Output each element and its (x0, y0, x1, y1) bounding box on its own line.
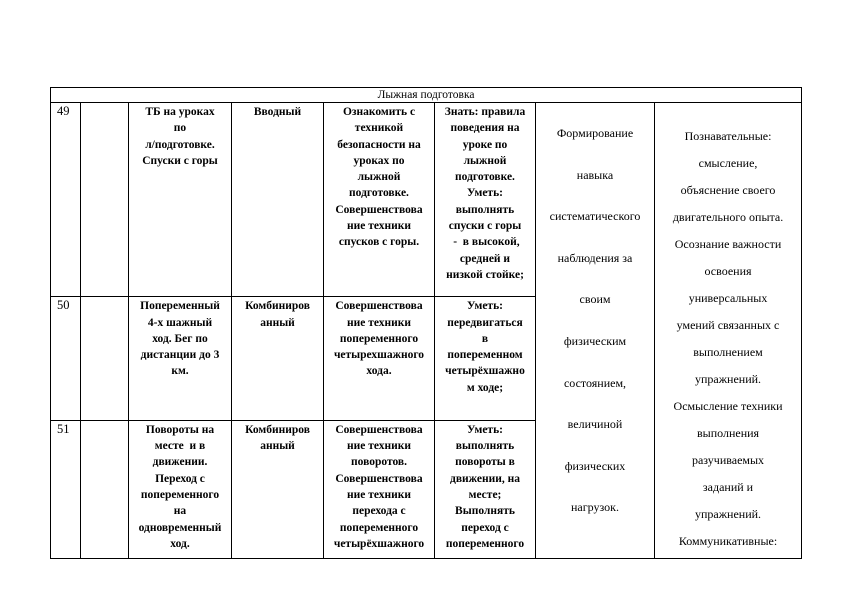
cell-line: уроках по (353, 154, 405, 167)
cell-line: нагрузок. (570, 500, 619, 515)
cell-line: хода. (366, 365, 392, 378)
cell-line: объяснение своего (680, 183, 776, 197)
cell-line: Попеременный (140, 300, 220, 313)
cell-line: уроке по (462, 138, 508, 151)
cell-line: 4-х шажный (147, 316, 213, 329)
cell-line: Совершенствова (335, 300, 423, 313)
uud-cell (655, 103, 802, 559)
cell-line: анный (260, 440, 295, 453)
cell-line: лыжной (463, 154, 507, 167)
cell-line: Осмысление техники (673, 399, 783, 413)
cell-line: км. (171, 365, 189, 378)
cell-line: Коммуникативные: (678, 534, 778, 548)
lesson-topic (129, 420, 232, 558)
cell-line: ход. (170, 537, 190, 550)
lesson-number: 50 (51, 297, 81, 421)
cell-line: ние техники (346, 316, 411, 329)
cell-line: дистанции до 3 (140, 349, 220, 362)
cell-line: лыжной (357, 171, 401, 184)
cell-line: перехода с (352, 505, 406, 518)
lesson-topic (129, 103, 232, 297)
table-row (51, 103, 802, 297)
cell-line: подготовке. (349, 187, 409, 200)
cell-line: Уметь: (467, 423, 503, 436)
cell-line: спусков с горы. (338, 236, 420, 249)
cell-line: одновременный (138, 521, 222, 534)
cell-line: Выполнять (455, 505, 515, 518)
cell-line: своим (579, 292, 611, 307)
lesson-results (435, 297, 536, 421)
cell-line: выполнением (693, 345, 763, 359)
cell-line: Формирование (556, 126, 634, 140)
lesson-type (232, 420, 324, 558)
cell-line: Комбиниров (245, 300, 310, 313)
cell-line: умений связанных с (676, 318, 780, 332)
section-header-row (51, 88, 802, 103)
cell-line: упражнений. (694, 507, 762, 521)
cell-line: универсальных (688, 291, 768, 305)
cell-line: л/подготовке. (145, 138, 215, 151)
lesson-results (435, 103, 536, 297)
cell-line: переход с (461, 521, 509, 534)
cell-line: четырёхшажного (333, 537, 425, 550)
cell-line: состоянием, (563, 375, 627, 390)
cell-line: средней и (459, 252, 511, 265)
cell-line: Познавательные: (684, 129, 772, 143)
cell-line: ние техники (346, 440, 411, 453)
cell-line: Переход с (155, 472, 205, 485)
cell-line: месте и в (154, 440, 206, 453)
empty-cell (81, 103, 129, 297)
cell-line: техникой (354, 122, 404, 135)
lesson-results (435, 420, 536, 558)
cell-line: ход. Бег по (152, 332, 208, 345)
cell-line: движении. (152, 456, 208, 469)
cell-line: - в высокой, (450, 236, 520, 249)
cell-line: Знать: правила (444, 106, 526, 118)
cell-line: заданий и (702, 480, 754, 494)
cell-line: безопасности на (337, 138, 421, 151)
cell-line: Ознакомить с (342, 106, 416, 118)
cell-line: освоения (704, 264, 752, 278)
cell-line: Повороты на (145, 423, 215, 436)
lesson-topic (129, 297, 232, 421)
cell-line: ние техники (346, 489, 411, 502)
cell-line: выполнять (455, 440, 515, 453)
cell-line: упражнений. (694, 372, 762, 386)
lesson-number: 49 (51, 103, 81, 297)
cell-line: Уметь: (467, 187, 503, 200)
cell-line: попеременном (447, 349, 523, 362)
cell-line: движении, на (450, 472, 520, 485)
cell-line: Спуски с горы (142, 154, 218, 167)
cell-line: Совершенствова (335, 423, 423, 436)
lesson-tasks (324, 420, 435, 558)
lesson-tasks (324, 103, 435, 297)
cell-line: Уметь: (467, 300, 503, 313)
lesson-tasks (324, 297, 435, 421)
cell-line: попеременного (445, 537, 525, 550)
cell-line: подготовке. (455, 171, 515, 184)
cell-line: Комбиниров (245, 423, 310, 436)
empty-cell (81, 420, 129, 558)
cell-line: ние техники (346, 220, 411, 233)
cell-line: выполнения (696, 426, 760, 440)
cell-line: наблюдения за (557, 250, 633, 265)
personal-results-cell (536, 103, 655, 559)
cell-line: четырёхшажно (445, 365, 525, 378)
cell-line: низкой стойке; (446, 268, 524, 281)
cell-line: попеременного (140, 489, 220, 502)
cell-line: м ходе; (466, 381, 504, 394)
cell-line: попеременного (339, 521, 419, 534)
lesson-number: 51 (51, 420, 81, 558)
cell-line: выполнять (455, 203, 515, 216)
cell-line: поворотов. (350, 456, 407, 469)
empty-cell (81, 297, 129, 421)
cell-line: по (173, 122, 187, 135)
cell-line: величиной (567, 417, 623, 432)
cell-line: Вводный (253, 106, 302, 118)
cell-line: в (481, 332, 489, 345)
cell-line: месте; (468, 489, 502, 502)
section-title: Лыжная подготовка (51, 88, 802, 103)
cell-line: систематического (549, 209, 641, 224)
cell-line: смысление, (698, 156, 758, 170)
cell-line: физических (564, 458, 626, 473)
cell-line: Совершенствова (335, 203, 423, 216)
cell-line: разучиваемых (691, 453, 765, 467)
cell-line: поведения на (450, 122, 520, 135)
cell-line: попеременного (339, 332, 419, 345)
lesson-type (232, 297, 324, 421)
cell-line: Осознание важности (674, 237, 782, 251)
cell-line: Совершенствова (335, 472, 423, 485)
cell-line: на (173, 505, 187, 518)
cell-line: двигательного опыта. (672, 210, 784, 224)
lesson-plan-table (50, 87, 802, 559)
cell-line: четырехшажного (333, 349, 425, 362)
cell-line: навыка (576, 167, 614, 182)
cell-line: физическим (563, 333, 627, 348)
cell-line: передвигаться (447, 316, 523, 329)
cell-line: анный (260, 316, 295, 329)
cell-line: ТБ на уроках (145, 106, 215, 118)
lesson-type (232, 103, 324, 297)
cell-line: повороты в (455, 456, 515, 469)
cell-line: спуски с горы (448, 220, 522, 233)
